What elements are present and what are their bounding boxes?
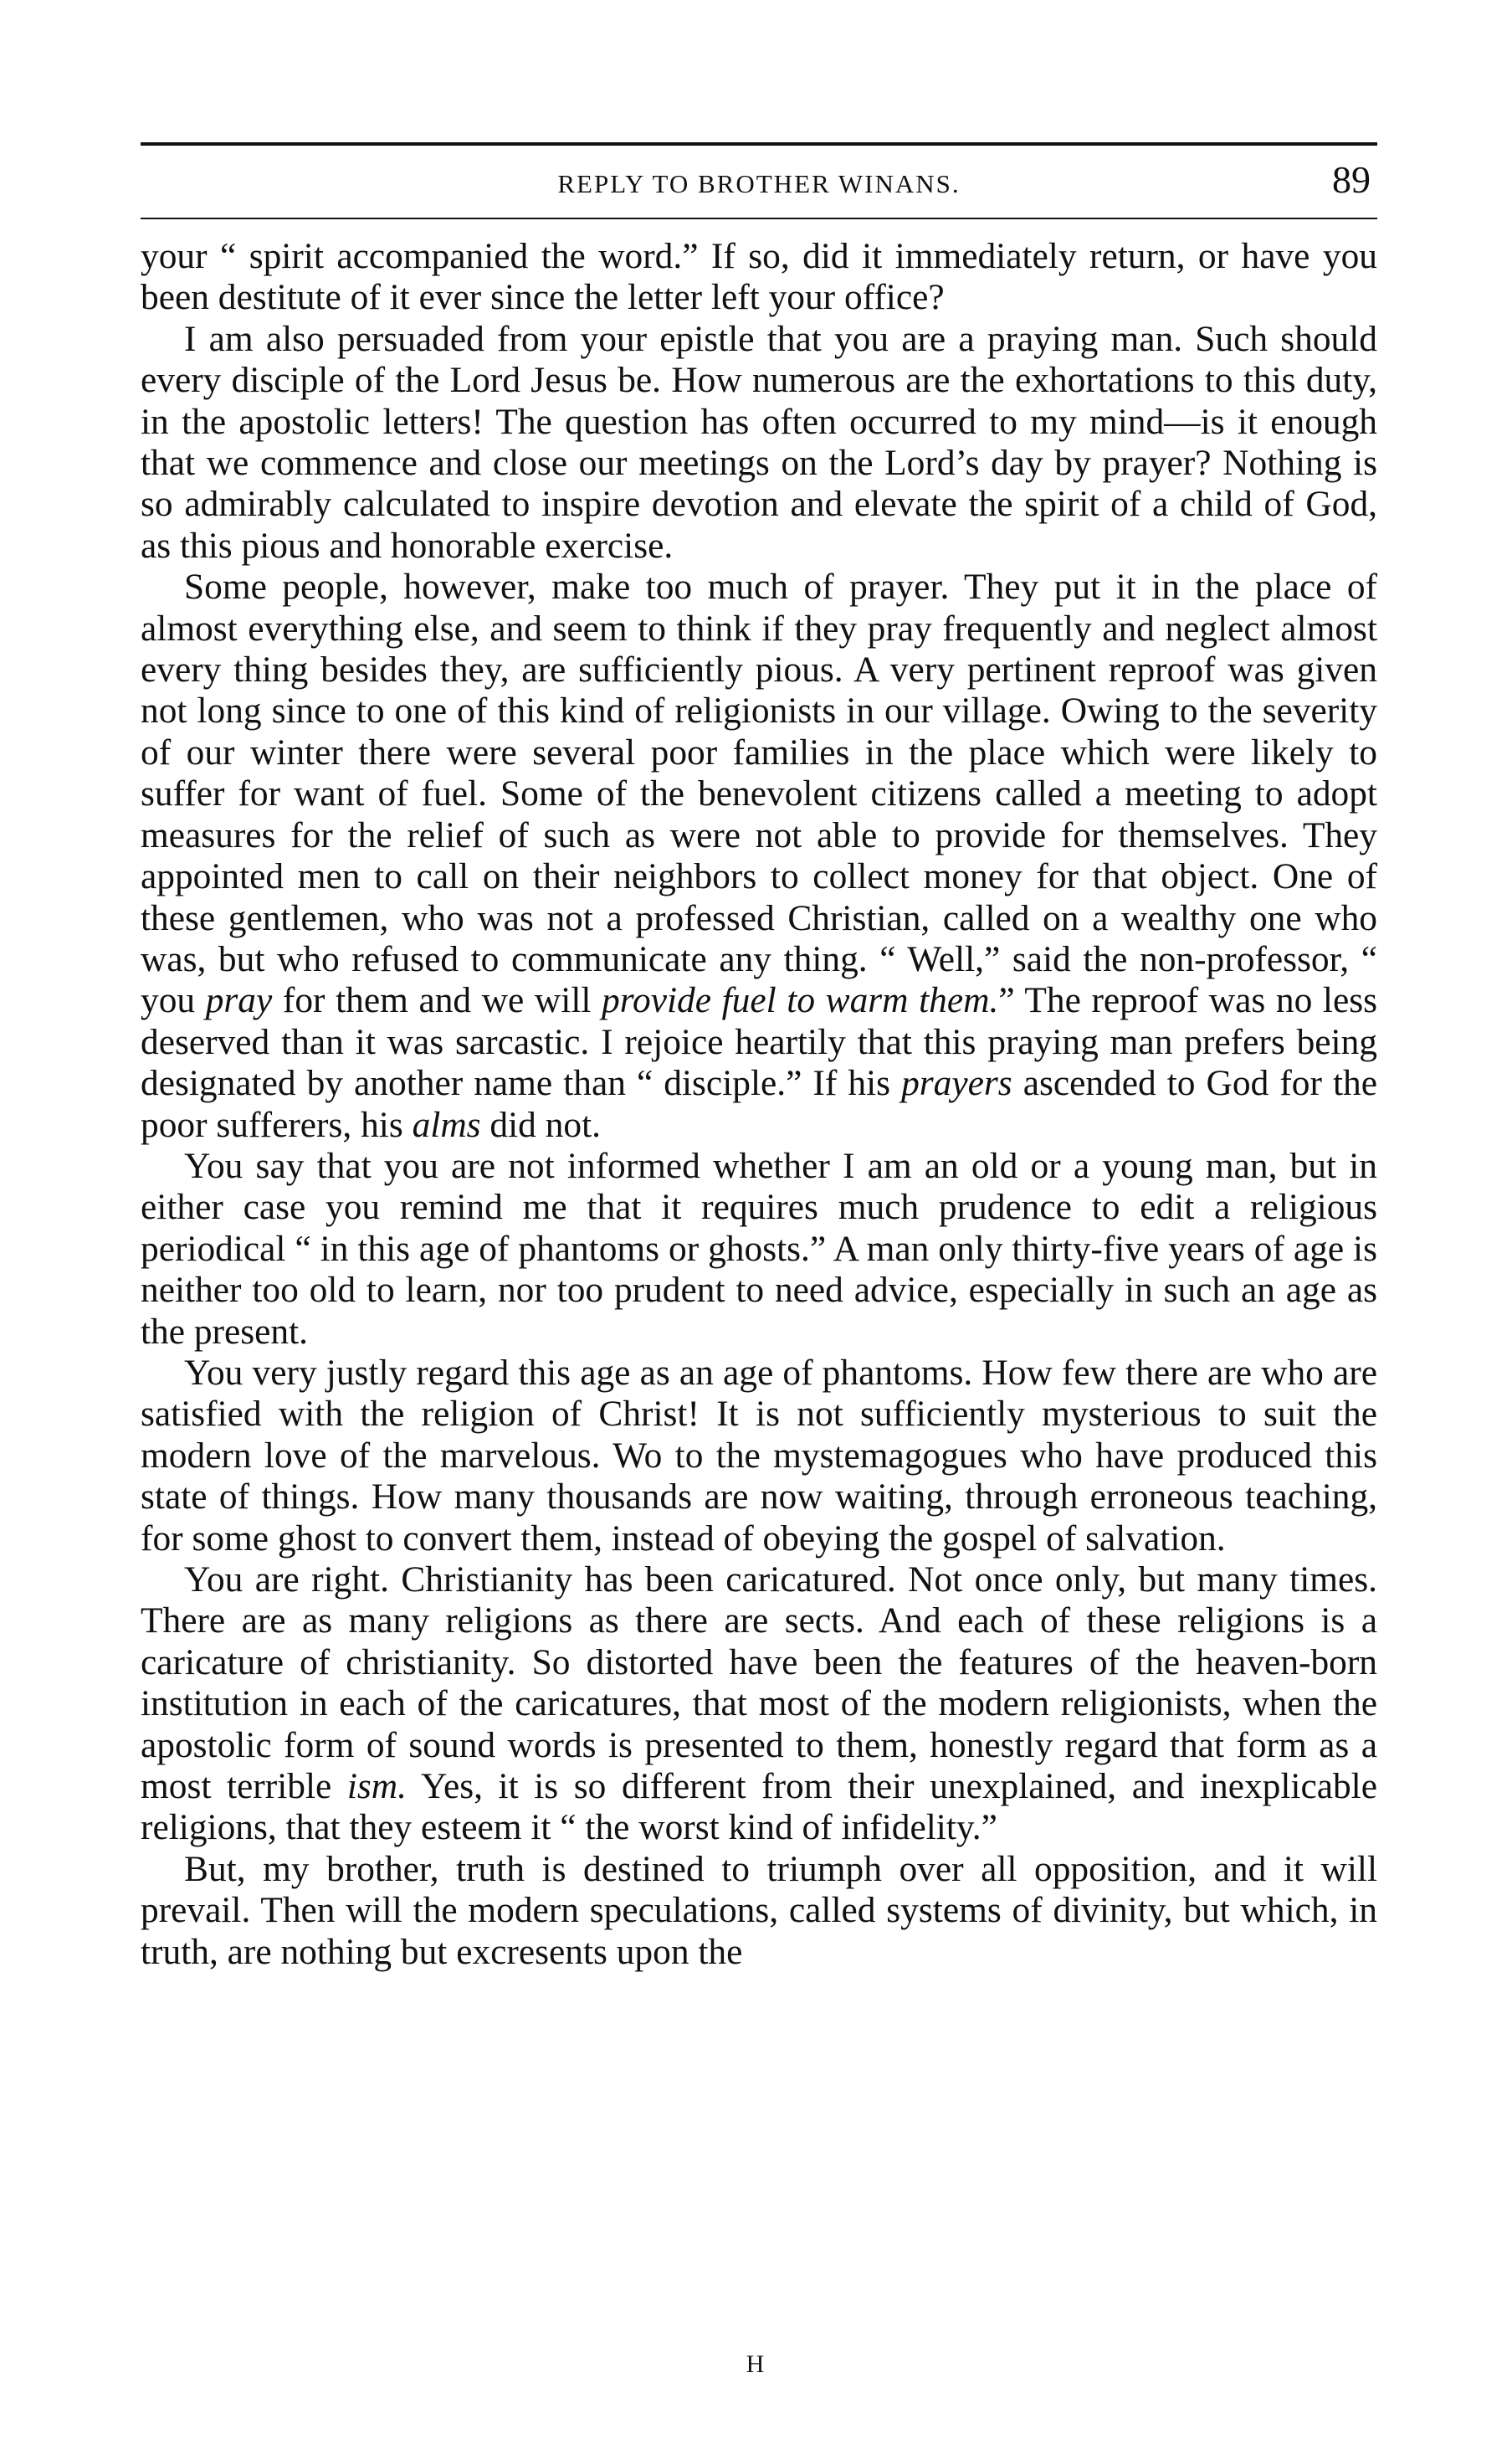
- italic-text: alms: [412, 1104, 481, 1145]
- italic-text: prayers: [901, 1063, 1012, 1104]
- paragraph: [141, 1353, 1377, 1559]
- italic-text: pray: [205, 980, 273, 1021]
- italic-text: ism.: [346, 1766, 407, 1807]
- running-head: [141, 157, 1377, 208]
- paragraph: [141, 236, 1377, 319]
- text-run: ascended to God for the poor sufferers, his: [141, 1063, 1377, 1145]
- italic-text: provide fuel to warm them.: [602, 980, 999, 1021]
- paragraph: [141, 567, 1377, 1146]
- text-run: Yes, it is so different from their unexplained, and inexplicable religions, that they esteem it “ the worst kind of infidelity.”: [141, 1766, 1377, 1848]
- text-run: You are right. Christianity has been caricatured. Not once only, but many times. There are as many religions as there are sects. And each of these religions is a caricature of christianity. So distorted have been the features of the heaven-born institution in each of the caricatures, that most of the modern religionists, when the apostolic form of sound words is presented to them, honestly regard that form as a most terrible: [141, 1559, 1377, 1807]
- signature-mark: H: [746, 2350, 766, 2378]
- text-run: did not.: [480, 1104, 601, 1145]
- text-run: ” The reproof was no less deserved than it was sarcastic. I rejoice heartily that this praying man prefers being designated by another name than “ disciple.” If his: [141, 980, 1377, 1104]
- paragraph: [141, 319, 1377, 567]
- running-title: REPLY TO BROTHER WINANS.: [557, 169, 961, 198]
- page-number: 89: [1332, 158, 1371, 201]
- text-run: You say that you are not informed whether I am an old or a young man, but in either case you remind me that it requires much prudence to edit a religious periodical “ in this age of phantoms or ghosts.” A man only thirty-five years of age is neither too old to learn, nor too prudent to need advice, especially in such an age as the present.: [141, 1145, 1377, 1352]
- text-run: Some people, however, make too much of prayer. They put it in the place of almost everything else, and seem to think if they pray frequently and neglect almost every thing besides they, are sufficiently pious. A very pertinent reproof was given not long since to one of this kind of religionists in our village. Owing to the severity of our winter there were several poor families in the place which were likely to suffer for want of fuel. Some of the benevolent citizens called a meeting to adopt measures for the relief of such as were not able to provide for themselves. They appointed men to call on their neighbors to collect money for that object. One of these gentlemen, who was not a professed Christian, called on a wealthy one who was, but who refused to communicate any thing. “ Well,” said the non-professor, “ you: [141, 567, 1377, 1021]
- paragraph: [141, 1559, 1377, 1849]
- text-run: for them and we will: [272, 980, 602, 1021]
- text-run: But, my brother, truth is destined to triumph over all opposition, and it will prevail. Then will the modern speculations, called systems of divinity, but which, in truth, are nothing but excresents upon the: [141, 1848, 1377, 1972]
- header-rule-bottom: [141, 218, 1377, 219]
- header-rule-top: [141, 142, 1377, 146]
- text-run: I am also persuaded from your epistle that you are a praying man. Such should every disciple of the Lord Jesus be. How numerous are the exhortations to this duty, in the apostolic letters! The question has often occurred to my mind—is it enough that we commence and close our meetings on the Lord’s day by prayer? Nothing is so admirably calculated to inspire devotion and elevate the spirit of a child of God, as this pious and honorable exercise.: [141, 318, 1377, 566]
- paragraph: [141, 1849, 1377, 1973]
- body-text: [141, 236, 1377, 1973]
- paragraph: [141, 1146, 1377, 1353]
- text-run: You very justly regard this age as an age of phantoms. How few there are who are satisfied with the religion of Christ! It is not sufficiently mysterious to suit the modern love of the marvelous. Wo to the mystemagogues who have produced this state of things. How many thousands are now waiting, through erroneous teaching, for some ghost to convert them, instead of obeying the gospel of salvation.: [141, 1352, 1377, 1559]
- text-run: your “ spirit accompanied the word.” If so, did it immediately return, or have you been destitute of it ever since the letter left your office?: [141, 236, 1377, 318]
